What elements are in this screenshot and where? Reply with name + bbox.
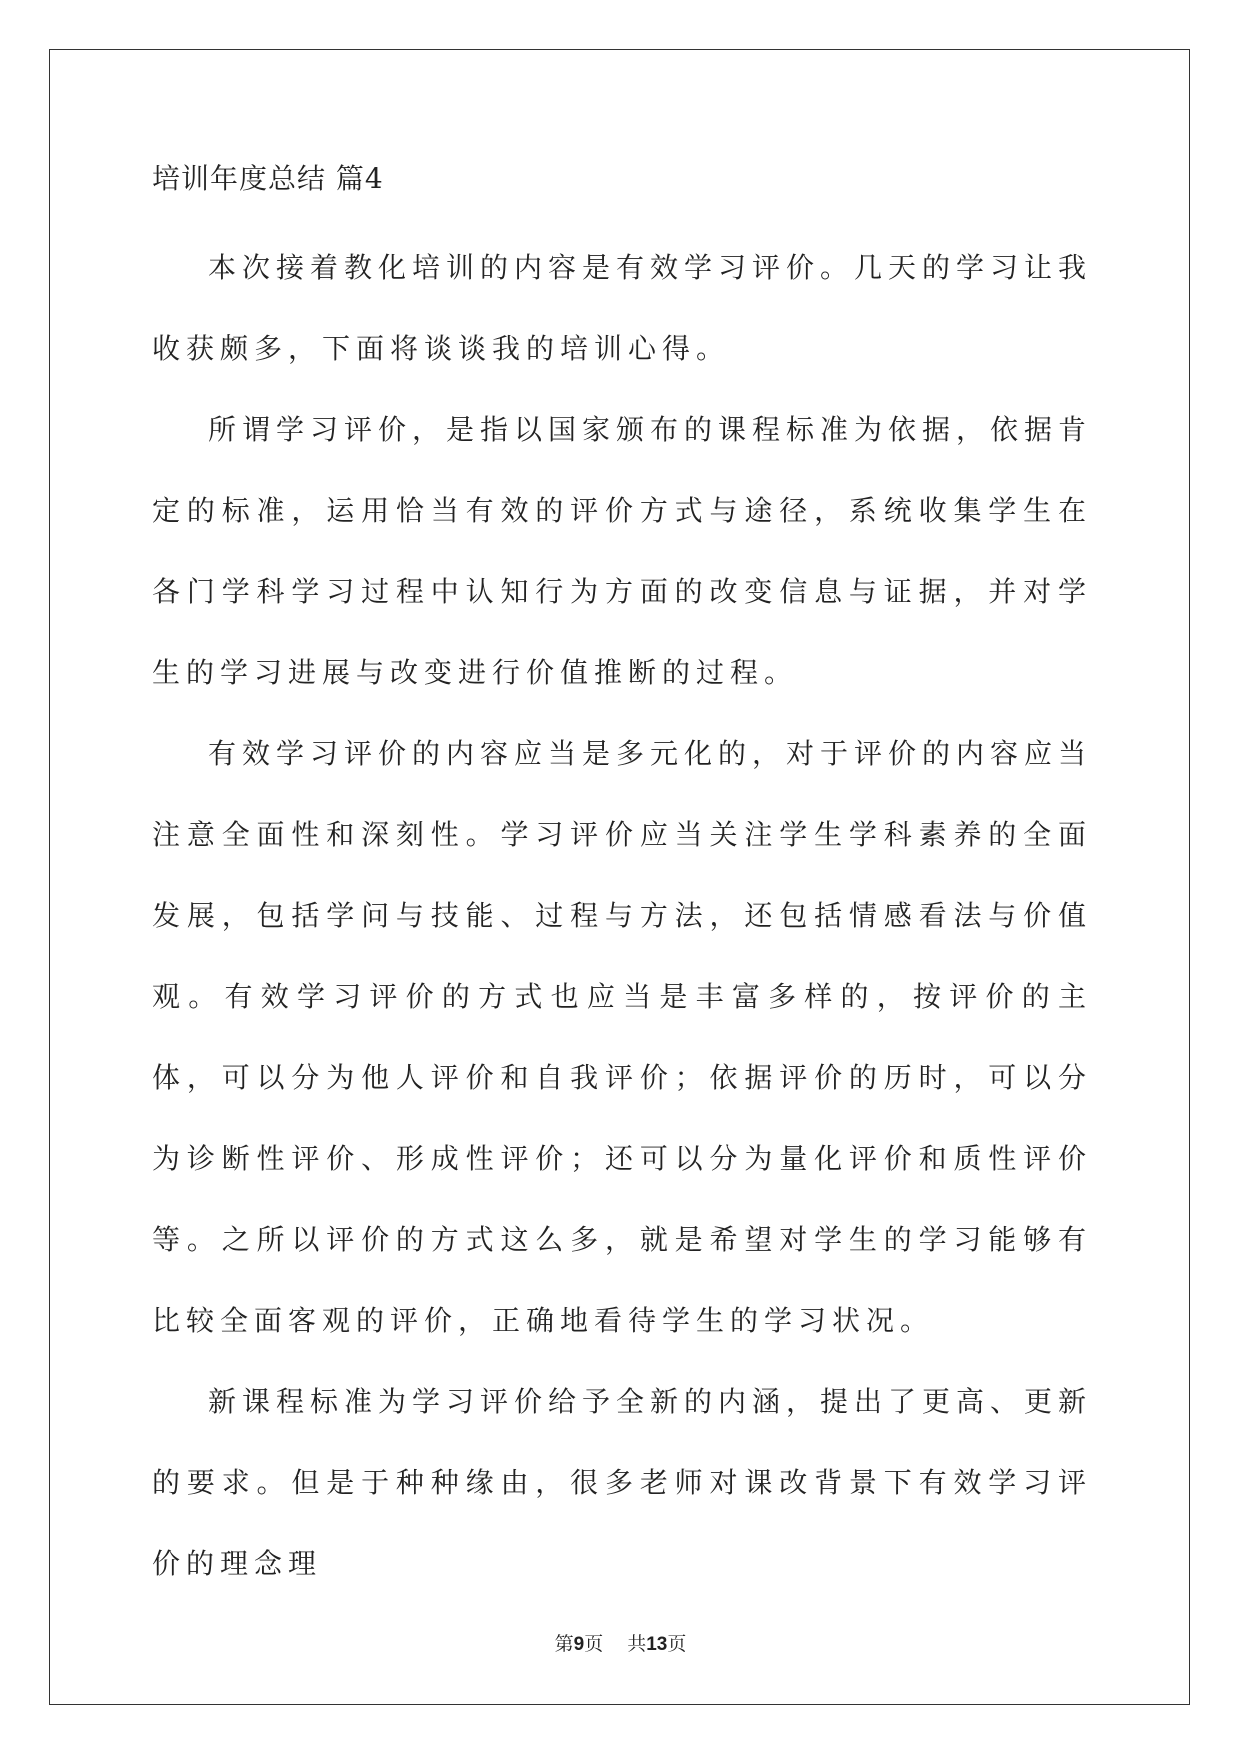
page-suffix: 页 xyxy=(584,1633,604,1655)
paragraph-1: 本次接着教化培训的内容是有效学习评价。几天的学习让我收获颇多，下面将谈谈我的培训心得。 xyxy=(152,251,1093,365)
paragraph-2: 所谓学习评价，是指以国家颁布的课程标准为依据，依据肯定的标准，运用恰当有效的评价方式与途径，系统收集学生在各门学科学习过程中认知行为方面的改变信息与证据，并对学生的学习进展与改变进行价值推断的过程。 xyxy=(152,413,1093,689)
page-prefix: 第 xyxy=(554,1633,574,1655)
page-footer xyxy=(0,1632,1241,1657)
total-suffix: 页 xyxy=(667,1633,687,1655)
page-number: 9 xyxy=(573,1634,585,1655)
total-prefix: 共 xyxy=(627,1633,647,1655)
document-body xyxy=(152,158,1092,1604)
paragraph-3: 有效学习评价的内容应当是多元化的，对于评价的内容应当注意全面性和深刻性。学习评价应当关注学生学科素养的全面发展，包括学问与技能、过程与方法，还包括情感看法与价值观。有效学习评价的方式也应当是丰富多样的，按评价的主体，可以分为他人评价和自我评价；依据评价的历时，可以分为诊断性评价、形成性评价；还可以分为量化评价和质性评价等。之所以评价的方式这么多，就是希望对学生的学习能够有比较全面客观的评价，正确地看待学生的学习状况。 xyxy=(152,737,1093,1337)
section-heading: 培训年度总结 篇4 xyxy=(152,162,384,195)
paragraph-4: 新课程标准为学习评价给予全新的内涵，提出了更高、更新的要求。但是于种种缘由，很多老师对课改背景下有效学习评价的理念理 xyxy=(152,1385,1093,1580)
total-pages: 13 xyxy=(646,1634,668,1655)
